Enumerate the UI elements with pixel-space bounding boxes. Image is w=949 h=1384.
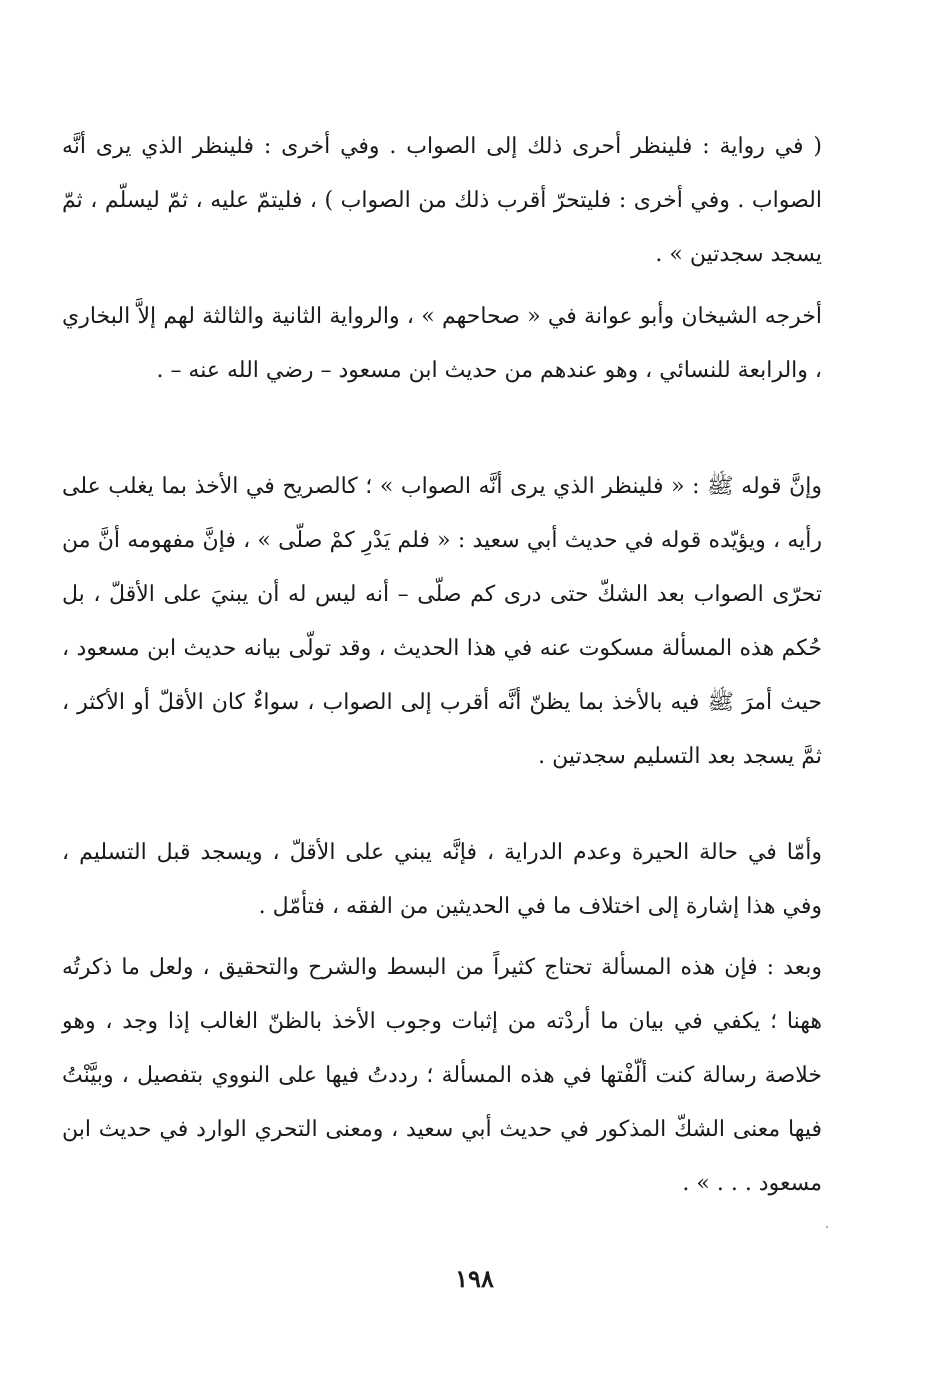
paragraph-text: أخرجه الشيخان وأبو عوانة في « صحاحهم » ، والرواية الثانية والثالثة لهم إلاَّ البخاري ، والرابعة للنسائي ، وهو عندهم من حديث ابن مسعود – رضي الله عنه – . <box>62 304 822 383</box>
paragraph-text: ( في رواية : فلينظر أحرى ذلك إلى الصواب . وفي أخرى : فلينظر الذي يرى أنَّه الصواب . وفي أخرى : فليتحرّ أقرب ذلك من الصواب ) ، فليتمّ عليه ، ثمّ ليسلّم ، ثمّ يسجد سجدتين » . <box>62 134 822 267</box>
paragraph-text: وإنَّ قوله ﷺ : « فلينظر الذي يرى أنَّه الصواب » ؛ كالصريح في الأخذ بما يغلب على رأيه ، ويؤيّده قوله في حديث أبي سعيد : « فلم يَدْرِ كمْ صلّى » ، فإنَّ مفهومه أنَّ من تحرّى الصواب بعد الشكّ حتى درى كم صلّى – أنه ليس له أن يبنيَ على الأقلّ ، بل حُكم هذه المسألة مسكوت عنه في هذا الحديث ، وقد تولّى بيانه حديث ابن مسعود ، حيث أمرَ ﷺ فيه بالأخذ بما يظنّ أنَّه أقرب إلى الصواب ، سواءٌ كان الأقلّ أو الأكثر ، ثمَّ يسجد بعد التسليم سجدتين . <box>62 474 822 769</box>
paragraph-1 <box>62 120 822 282</box>
paragraph-text: وأمّا في حالة الحيرة وعدم الدراية ، فإنَّه يبني على الأقلّ ، ويسجد قبل التسليم ، وفي هذا إشارة إلى اختلاف ما في الحديثين من الفقه ، فتأمّل . <box>62 840 822 919</box>
paragraph-2 <box>62 290 822 398</box>
paragraph-text: وبعد : فإن هذه المسألة تحتاج كثيراً من البسط والشرح والتحقيق ، ولعل ما ذكرتُه ههنا ؛ يكفي في بيان ما أردْته من إثبات وجوب الأخذ بالظنّ الغالب إذا وجد ، وهو خلاصة رسالة كنت ألّفْتها في هذه المسألة ؛ رددتُ فيها على النووي بتفصيل ، وبيَّنْتُ فيها معنى الشكّ المذكور في حديث أبي سعيد ، ومعنى التحري الوارد في حديث ابن مسعود . . . » . <box>62 955 822 1196</box>
paragraph-3 <box>62 460 822 784</box>
scan-speck <box>826 1226 828 1228</box>
paragraph-4 <box>62 826 822 934</box>
paragraph-5 <box>62 941 822 1211</box>
page-number: ١٩٨ <box>455 1264 494 1293</box>
